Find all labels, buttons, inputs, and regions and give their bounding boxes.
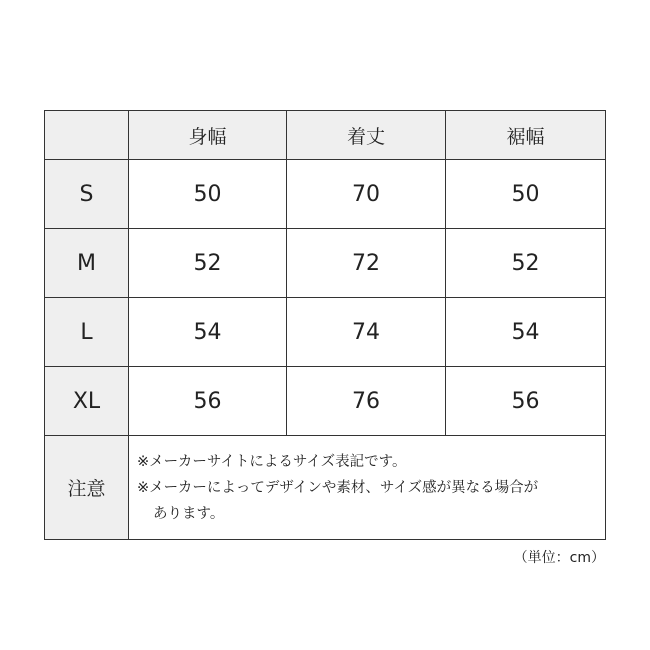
header-body-width: 身幅 (129, 111, 287, 160)
length-value: 74 (287, 298, 446, 367)
length-value: 70 (287, 160, 446, 229)
note-label: 注意 (45, 436, 129, 540)
size-label: XL (45, 367, 129, 436)
length-value: 76 (287, 367, 446, 436)
header-length: 着丈 (287, 111, 446, 160)
note-row (45, 436, 606, 540)
size-chart-table (44, 110, 606, 540)
note-line: あります。 (153, 505, 225, 522)
hem-width-value: 52 (446, 229, 606, 298)
size-label: S (45, 160, 129, 229)
body-width-value: 52 (129, 229, 287, 298)
size-label: M (45, 229, 129, 298)
body-width-value: 54 (129, 298, 287, 367)
size-label: L (45, 298, 129, 367)
header-hem-width: 裾幅 (446, 111, 606, 160)
hem-width-value: 50 (446, 160, 606, 229)
unit-label: （単位：cm） (513, 550, 605, 566)
hem-width-value: 54 (446, 298, 606, 367)
body-width-value: 50 (129, 160, 287, 229)
table-row (45, 229, 606, 298)
body-width-value: 56 (129, 367, 287, 436)
header-corner-cell (45, 111, 129, 160)
note-text (129, 436, 606, 540)
header-row (45, 111, 606, 160)
table-row (45, 298, 606, 367)
table-row (45, 367, 606, 436)
hem-width-value: 56 (446, 367, 606, 436)
note-line: ※メーカーサイトによるサイズ表記です。 (137, 453, 407, 470)
length-value: 72 (287, 229, 446, 298)
table-row (45, 160, 606, 229)
note-line: ※メーカーによってデザインや素材、サイズ感が異なる場合が (137, 479, 539, 496)
